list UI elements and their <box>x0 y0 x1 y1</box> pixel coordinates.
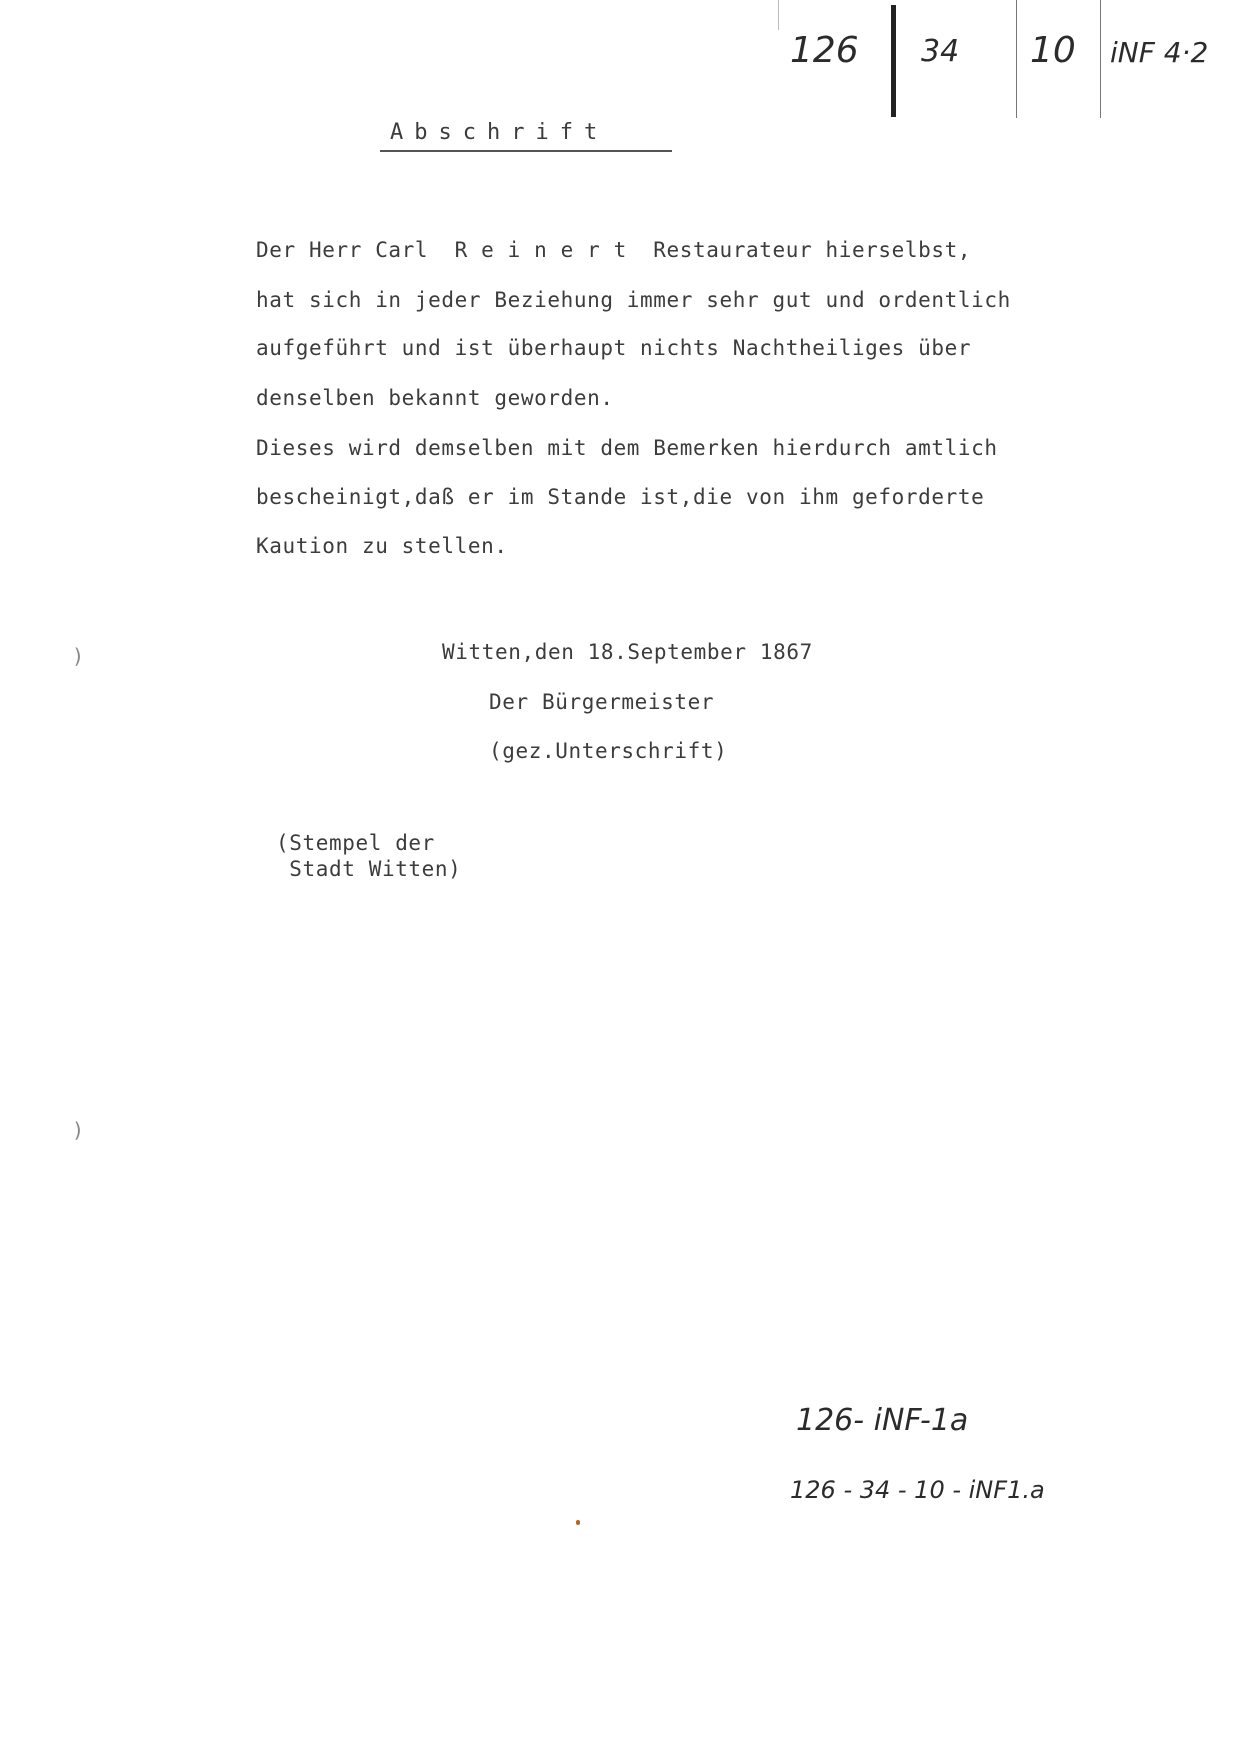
reference-cell-2: 34 <box>921 34 960 69</box>
handwritten-note: 126- iNF-1a <box>796 1403 969 1438</box>
reference-divider <box>1016 0 1017 118</box>
body-line: hat sich in jeder Beziehung immer sehr gut und ordentlich <box>256 288 1011 312</box>
body-line: aufgeführt und ist überhaupt nichts Nachtheiliges über <box>256 336 972 360</box>
document-title: Abschrift <box>390 120 609 145</box>
margin-mark: ) <box>72 644 85 668</box>
reference-divider <box>1100 0 1101 118</box>
body-line: denselben bekannt geworden. <box>256 386 614 410</box>
paper-speck <box>576 1520 580 1525</box>
reference-cell-1: 126 <box>790 30 859 71</box>
place-date: Witten,den 18.September 1867 <box>442 640 813 664</box>
reference-divider-thick <box>891 5 896 117</box>
stamp-note <box>276 830 461 882</box>
reference-cell-4: iNF 4·2 <box>1110 36 1209 69</box>
body-line: bescheinigt,daß er im Stande ist,die von ihm geforderte <box>256 485 985 509</box>
archive-reference-box <box>775 0 1240 120</box>
handwritten-note: 126 - 34 - 10 - iNF1.a <box>790 1476 1045 1504</box>
stamp-note-line: Stadt Witten) <box>276 857 462 881</box>
margin-mark: ) <box>72 1118 85 1142</box>
reference-cell-3: 10 <box>1030 30 1076 71</box>
body-line: Dieses wird demselben mit dem Bemerken hierdurch amtlich <box>256 436 998 460</box>
stamp-note-line: (Stempel der <box>276 831 435 855</box>
signature-note: (gez.Unterschrift) <box>489 739 728 763</box>
body-line: Kaution zu stellen. <box>256 534 508 558</box>
title-underline <box>380 150 672 152</box>
signatory-title: Der Bürgermeister <box>489 690 715 714</box>
body-line: Der Herr Carl R e i n e r t Restaurateur hierselbst, <box>256 238 972 262</box>
